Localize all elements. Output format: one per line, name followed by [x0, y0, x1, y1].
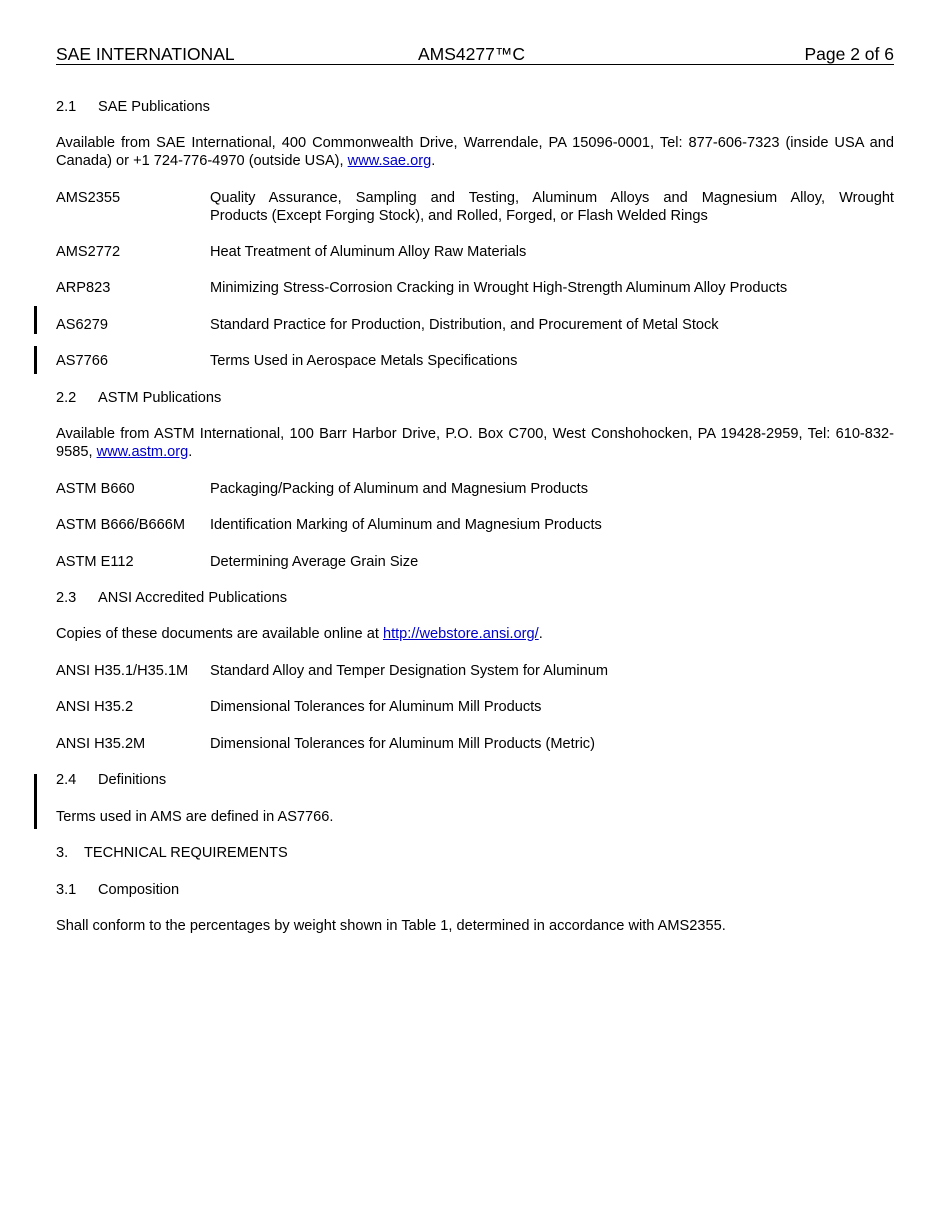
- paragraph-text: Available from SAE International, 400 Commonwealth Drive, Warrendale, PA 15096-0001, Tel: 877-606-7323 (inside USA and Canada) or +1 724-776-4970 (outside USA),: [56, 135, 894, 169]
- paragraph-definitions: Terms used in AMS are defined in AS7766.: [56, 809, 334, 825]
- change-bar: [34, 306, 37, 334]
- section-title: Definitions: [98, 772, 167, 788]
- reference-title: Heat Treatment of Aluminum Alloy Raw Materials: [210, 244, 527, 260]
- section-heading-2-1: [56, 98, 894, 116]
- change-bar: [34, 346, 37, 374]
- ansi-webstore-link[interactable]: http://webstore.ansi.org/: [382, 626, 539, 642]
- reference-row: [56, 480, 894, 498]
- reference-title-line: Quality Assurance, Sampling and Testing, Aluminum Alloys and Magnesium Alloy, Wrought: [210, 190, 894, 206]
- reference-title: Terms Used in Aerospace Metals Specifications: [210, 353, 518, 369]
- section-title: SAE Publications: [98, 99, 210, 115]
- reference-id: AS7766: [56, 353, 108, 369]
- section-title: ASTM Publications: [98, 390, 222, 406]
- reference-row: [56, 316, 894, 334]
- section-title: Composition: [98, 882, 180, 898]
- reference-id: ANSI H35.2M: [56, 736, 146, 752]
- reference-id: AMS2355: [56, 190, 121, 206]
- reference-title: Minimizing Stress-Corrosion Cracking in Wrought High-Strength Aluminum Alloy Products: [210, 280, 788, 296]
- header-page-number: Page 2 of 6: [804, 44, 894, 64]
- reference-title: Standard Alloy and Temper Designation System for Aluminum: [210, 663, 609, 679]
- reference-title: Dimensional Tolerances for Aluminum Mill Products: [210, 699, 542, 715]
- paragraph-text: Available from ASTM International, 100 Barr Harbor Drive, P.O. Box C700, West Conshohocken, PA 19428-2959, Tel: 610-832-9585,: [56, 426, 894, 460]
- section-heading-3: [56, 844, 894, 862]
- reference-row: [56, 279, 894, 297]
- reference-title-line: Products (Except Forging Stock), and Rolled, Forged, or Flash Welded Rings: [210, 208, 708, 224]
- reference-id: ANSI H35.1/H35.1M: [56, 663, 189, 679]
- section-title: ANSI Accredited Publications: [98, 590, 288, 606]
- reference-id: ASTM B666/B666M: [56, 517, 185, 533]
- reference-id: AS6279: [56, 317, 108, 333]
- section-heading-3-1: [56, 881, 894, 899]
- paragraph-ansi-availability: Copies of these documents are available online at http://webstore.ansi.org/.: [56, 626, 543, 642]
- section-title: TECHNICAL REQUIREMENTS: [84, 845, 288, 861]
- paragraph-astm-availability: Available from ASTM International, 100 Barr Harbor Drive, P.O. Box C700, West Conshohocken, PA 19428-2959, Tel: 610-832-9585, www.astm.org.: [56, 426, 894, 460]
- reference-title: Identification Marking of Aluminum and Magnesium Products: [210, 517, 602, 533]
- section-heading-2-2: [56, 389, 894, 407]
- astm-website-link[interactable]: www.astm.org: [96, 444, 189, 460]
- reference-id: ASTM B660: [56, 481, 135, 497]
- reference-title: Dimensional Tolerances for Aluminum Mill Products (Metric): [210, 736, 595, 752]
- reference-row: [56, 735, 894, 753]
- reference-row: [56, 189, 894, 225]
- reference-title: [210, 189, 894, 225]
- sae-website-link[interactable]: www.sae.org: [347, 153, 432, 169]
- section-number: 2.4: [56, 772, 77, 788]
- reference-row: [56, 553, 894, 571]
- section-number: 3.: [56, 845, 69, 861]
- section-heading-2-4: [56, 771, 894, 789]
- header-doc-id: AMS4277™C: [418, 44, 525, 64]
- reference-row: [56, 243, 894, 261]
- page-header: [56, 44, 894, 65]
- reference-title: Determining Average Grain Size: [210, 554, 419, 570]
- paragraph-sae-availability: Available from SAE International, 400 Commonwealth Drive, Warrendale, PA 15096-0001, Tel: 877-606-7323 (inside USA and Canada) or +1 724-776-4970 (outside USA), www.sae.org.: [56, 135, 894, 169]
- change-bar: [34, 774, 37, 829]
- reference-title: Packaging/Packing of Aluminum and Magnesium Products: [210, 481, 589, 497]
- reference-id: AMS2772: [56, 244, 121, 260]
- reference-row: [56, 662, 894, 680]
- reference-id: ANSI H35.2: [56, 699, 134, 715]
- reference-row: [56, 698, 894, 716]
- reference-id: ASTM E112: [56, 554, 134, 570]
- section-number: 2.3: [56, 590, 77, 606]
- section-number: 2.1: [56, 99, 77, 115]
- paragraph-text: Copies of these documents are available online at: [56, 626, 383, 642]
- header-org: SAE INTERNATIONAL: [56, 44, 235, 64]
- section-number: 3.1: [56, 882, 77, 898]
- section-number: 2.2: [56, 390, 77, 406]
- reference-title: Standard Practice for Production, Distribution, and Procurement of Metal Stock: [210, 317, 719, 333]
- section-heading-2-3: [56, 589, 894, 607]
- reference-id: ARP823: [56, 280, 111, 296]
- reference-row: [56, 352, 894, 370]
- paragraph-composition: Shall conform to the percentages by weight shown in Table 1, determined in accordance with AMS2355.: [56, 918, 726, 934]
- reference-row: [56, 516, 894, 534]
